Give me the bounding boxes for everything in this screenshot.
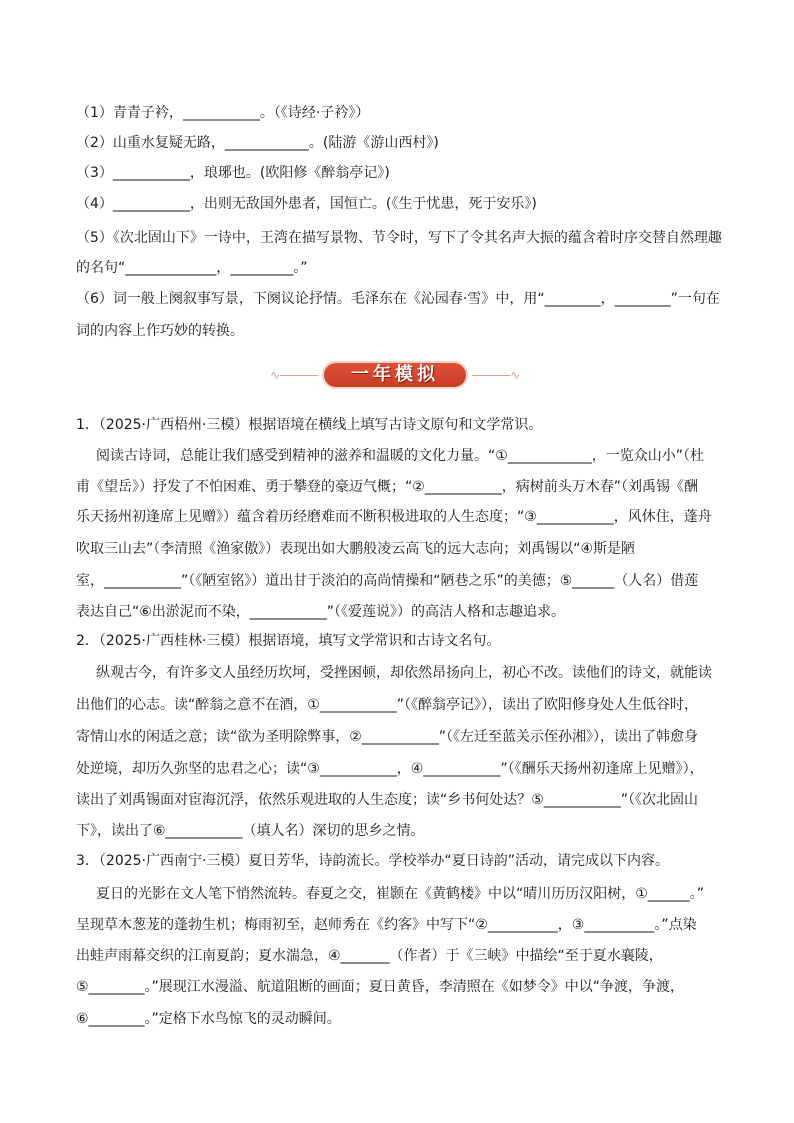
exercise-3-header: 3．（2025·广西南宁·三模）夏日芳华，诗韵流长。学校举办“夏日诗韵”活动，请完成以下内容。 bbox=[76, 853, 669, 869]
exercise-2-line: 下》，读出了⑥___________（填人名）深切的思乡之情。 bbox=[76, 823, 425, 839]
exercise-1-line: 吹取三山去”（李清照《渔家傲》）表现出如大鹏般凌云高飞的远大志向；刘禹锡以“④斯是陋 bbox=[76, 541, 636, 557]
banner-pill bbox=[322, 361, 468, 389]
fill-in-question-6: （6）词一般上阕叙事写景，下阕议论抒情。毛泽东在《沁园春·雪》中，用“________，________”一句在 bbox=[76, 291, 720, 307]
exercise-3-line: ⑥________。”定格下水鸟惊飞的灵动瞬间。 bbox=[76, 1011, 341, 1027]
exercise-3-line: 夏日的光影在文人笔下悄然流转。春夏之交，崔颢在《黄鹤楼》中以“晴川历历汉阳树，①______。” bbox=[96, 886, 705, 902]
exercise-3-line: 呈现草木葱茏的蓬勃生机；梅雨初至，赵师秀在《约客》中写下“②__________，③__________。”点染 bbox=[76, 917, 697, 933]
banner-right-ornament-icon: ∿ bbox=[510, 368, 521, 382]
exercise-1-line: 乐天扬州初逢席上见赠》）蕴含着历经磨难而不断积极进取的人生态度；“③___________，风休住，蓬舟 bbox=[76, 509, 712, 525]
exercise-2-line: 纵观古今，有许多文人虽经历坎坷，受挫困顿，却依然昂扬向上，初心不改。读他们的诗文，就能读 bbox=[96, 665, 712, 681]
fill-in-question-4: （4）___________，出则无敌国外患者，国恒亡。(《生于忧患，死于安乐》) bbox=[76, 196, 537, 212]
fill-in-question-1: （1）青青子衿，___________。（《诗经·子衿》） bbox=[76, 105, 370, 121]
section-title: 一年模拟 bbox=[351, 364, 439, 385]
banner-left-ornament-icon: ∿ bbox=[270, 368, 281, 382]
exercise-1-line: 表达自己“⑥出淤泥而不染，___________”（《爱莲说》）的高洁人格和志趣追求。 bbox=[76, 604, 566, 620]
exercise-2-line: 读出了刘禹锡面对宦海沉浮，依然乐观进取的人生态度；读“乡书何处达？⑤___________”（《次北固山 bbox=[76, 792, 699, 808]
exercise-1-line: 甫《望岳》）抒发了不怕困难、勇于攀登的豪迈气概；“②___________，病树前头万木春”（刘禹锡《酬 bbox=[76, 479, 699, 495]
fill-in-question-5: （5）《次北固山下》一诗中，王湾在描写景物、节令时，写下了令其名声大振的蕴含着时序交替自然理趣 bbox=[76, 230, 722, 246]
fill-in-question-3: （3）___________，琅琊也。(欧阳修《醉翁亭记》) bbox=[76, 165, 390, 181]
exercise-2-line: 处逆境，却历久弥坚的忠君之心；读“③___________，④___________”（《酬乐天扬州初逢席上见赠》）， bbox=[76, 761, 704, 777]
fill-in-question-5-cont: 的名句“_____________，_________。” bbox=[76, 260, 308, 276]
exercise-3-line: 出蛙声雨幕交织的江南夏韵；夏水湍急，④_______（作者）于《三峡》中描绘“至于夏水襄陵， bbox=[76, 948, 663, 964]
exercise-1-header: 1．（2025·广西梧州·三模）根据语境在横线上填写古诗文原句和文学常识。 bbox=[76, 417, 543, 433]
banner-left-rule bbox=[280, 375, 318, 376]
exercise-2-header: 2．（2025·广西桂林·三模）根据语境，填写文学常识和古诗文名句。 bbox=[76, 633, 501, 649]
fill-in-question-2: （2）山重水复疑无路，____________。(陆游《游山西村》) bbox=[76, 135, 439, 151]
exercise-2-line: 寄情山水的闲适之意；读“欲为圣明除弊事，②___________”（《左迁至蓝关示侄孙湘》），读出了韩愈身 bbox=[76, 729, 699, 745]
section-banner bbox=[270, 358, 520, 392]
exercise-1-line: 阅读古诗词，总能让我们感受到精神的滋养和温暖的文化力量。“①____________，一览众山小”（杜 bbox=[96, 448, 705, 464]
exercise-1-line: 室，___________”（《陋室铭》）道出甘于淡泊的高尚情操和“陋巷之乐”的美德；⑤______（人名）借莲 bbox=[76, 573, 699, 589]
exercise-2-line: 出他们的心志。读“醉翁之意不在酒，①___________”（《醉翁亭记》），读出了欧阳修身处人生低谷时， bbox=[76, 697, 699, 713]
banner-right-rule bbox=[472, 375, 510, 376]
fill-in-question-6-cont: 词的内容上作巧妙的转换。 bbox=[76, 323, 244, 339]
exercise-3-line: ⑤________。”展现江水漫溢、航道阻断的画面；夏日黄昏，李清照在《如梦令》中以“争渡，争渡， bbox=[76, 979, 685, 995]
